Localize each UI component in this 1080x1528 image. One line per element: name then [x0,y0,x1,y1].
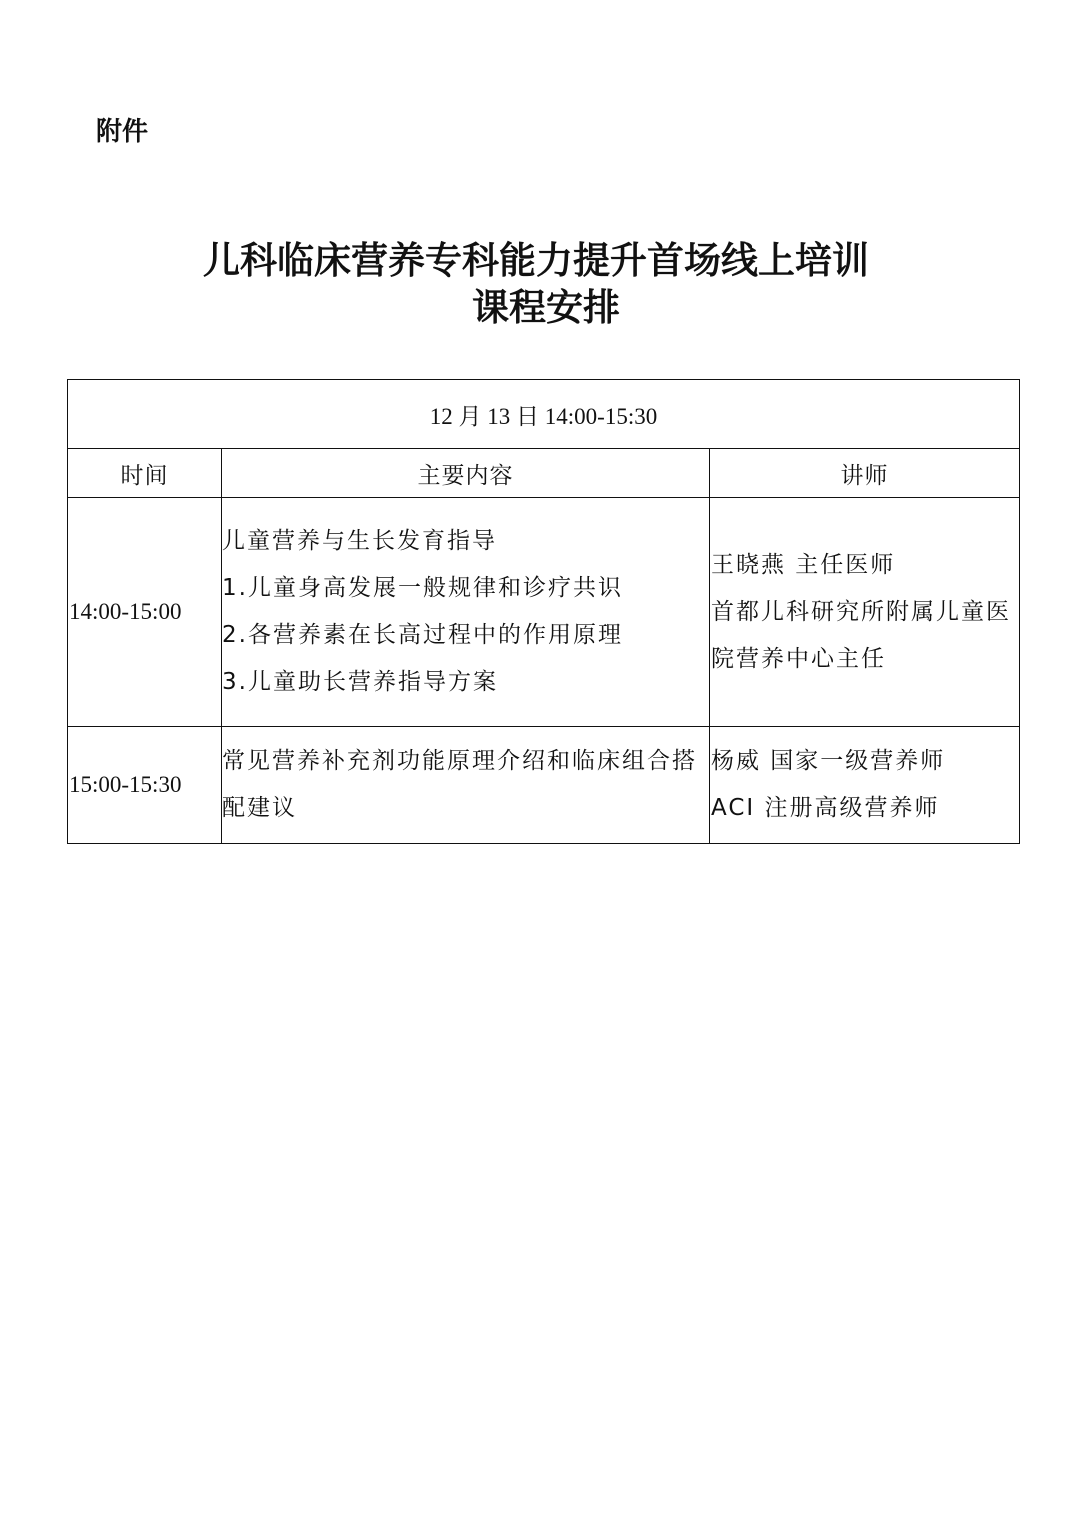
header-row [68,449,1020,498]
session-content [222,498,710,727]
table-row [68,727,1020,844]
speaker-line: ACI 注册高级营养师 [711,795,940,821]
table-row [68,498,1020,727]
document-subtitle: 课程安排 [472,286,620,329]
attachment-label: 附件 [96,117,149,147]
session-speaker [710,498,1020,727]
content-line: 1.儿童身高发展一般规律和诊疗共识 [222,575,623,601]
session-date: 12 月 13 日 14:00-15:30 [68,380,1020,449]
content-line: 儿童营养与生长发育指导 [222,528,497,554]
header-content: 主要内容 [222,449,710,498]
speaker-line: 王晓燕 主任医师 [711,551,896,578]
content-line: 3.儿童助长营养指导方案 [222,669,498,695]
speaker-line: 杨威 国家一级营养师 [711,748,946,774]
header-time: 时间 [68,449,222,498]
content-line: 常见营养补充剂功能原理介绍和临床组合搭 [222,748,697,774]
session-time: 14:00-15:00 [68,498,222,727]
date-row [68,380,1020,449]
speaker-line: 院营养中心主任 [711,645,886,672]
schedule-table [67,379,1020,844]
speaker-line: 首都儿科研究所附属儿童医 [711,598,1011,625]
session-content [222,727,710,844]
header-speaker: 讲师 [710,449,1020,498]
session-time: 15:00-15:30 [68,727,222,844]
content-line: 2.各营养素在长高过程中的作用原理 [222,622,623,648]
session-speaker [710,727,1020,844]
content-line: 配建议 [222,795,297,821]
document-title: 儿科临床营养专科能力提升首场线上培训 [203,239,869,282]
